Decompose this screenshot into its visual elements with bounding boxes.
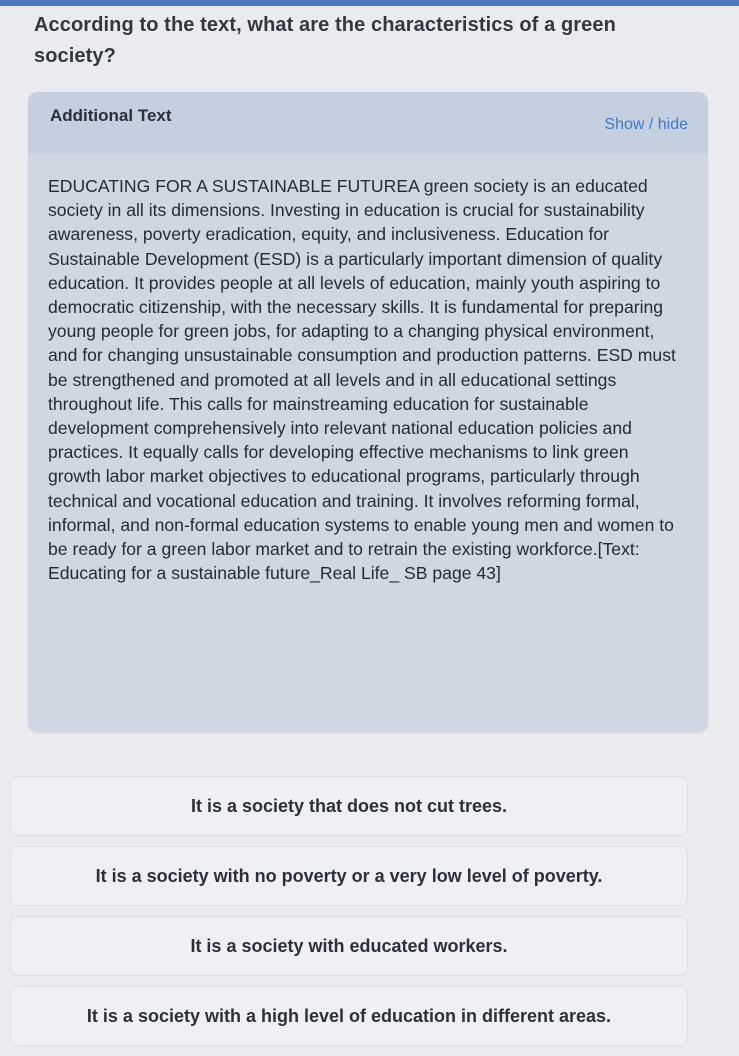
- answer-option-label: It is a society with a high level of education in different areas.: [86, 1005, 612, 1026]
- answer-option-1[interactable]: [10, 776, 688, 836]
- answer-option-4[interactable]: [10, 986, 688, 1046]
- additional-text-title: Additional Text: [50, 106, 172, 125]
- answer-option-2[interactable]: [10, 846, 688, 906]
- answer-option-label: It is a society that does not cut trees.: [190, 795, 508, 816]
- answer-option-label: It is a society with no poverty or a very low level of poverty.: [95, 865, 603, 886]
- show-hide-link[interactable]: Show / hide: [604, 116, 688, 133]
- additional-text-header: [28, 92, 708, 154]
- top-accent-bar: [0, 0, 739, 6]
- answer-options: [10, 776, 688, 1056]
- question-text: According to the text, what are the characteristics of a green society?: [34, 14, 616, 67]
- answer-option-label: It is a society with educated workers.: [190, 935, 508, 956]
- additional-text-body: EDUCATING FOR A SUSTAINABLE FUTUREA green society is an educated society in all its dimensions. Investing in education is crucial for sustainability awareness, poverty eradication, equity, and inclusiveness. Education for Sustainable Development (ESD) is a particularly important dimension of quality education. It provides people at all levels of education, mainly youth aspiring to democratic citizenship, with the necessary skills. It is fundamental for preparing young people for green jobs, for adapting to a changing physical environment, and for changing unsustainable consumption and production patterns. ESD must be strengthened and promoted at all levels and in all educational settings throughout life. This calls for mainstreaming education for sustainable development comprehensively into relevant national education policies and practices. It equally calls for developing effective mechanisms to link green growth labor market objectives to educational programs, particularly through technical and vocational education and training. It involves reforming formal, informal, and non-formal education systems to enable young men and women to be ready for a green labor market and to retrain the existing workforce.[Text: Educating for a sustainable future_Real Life_ SB page 43]: [48, 176, 676, 584]
- additional-text-panel: [28, 92, 708, 732]
- answer-option-3[interactable]: [10, 916, 688, 976]
